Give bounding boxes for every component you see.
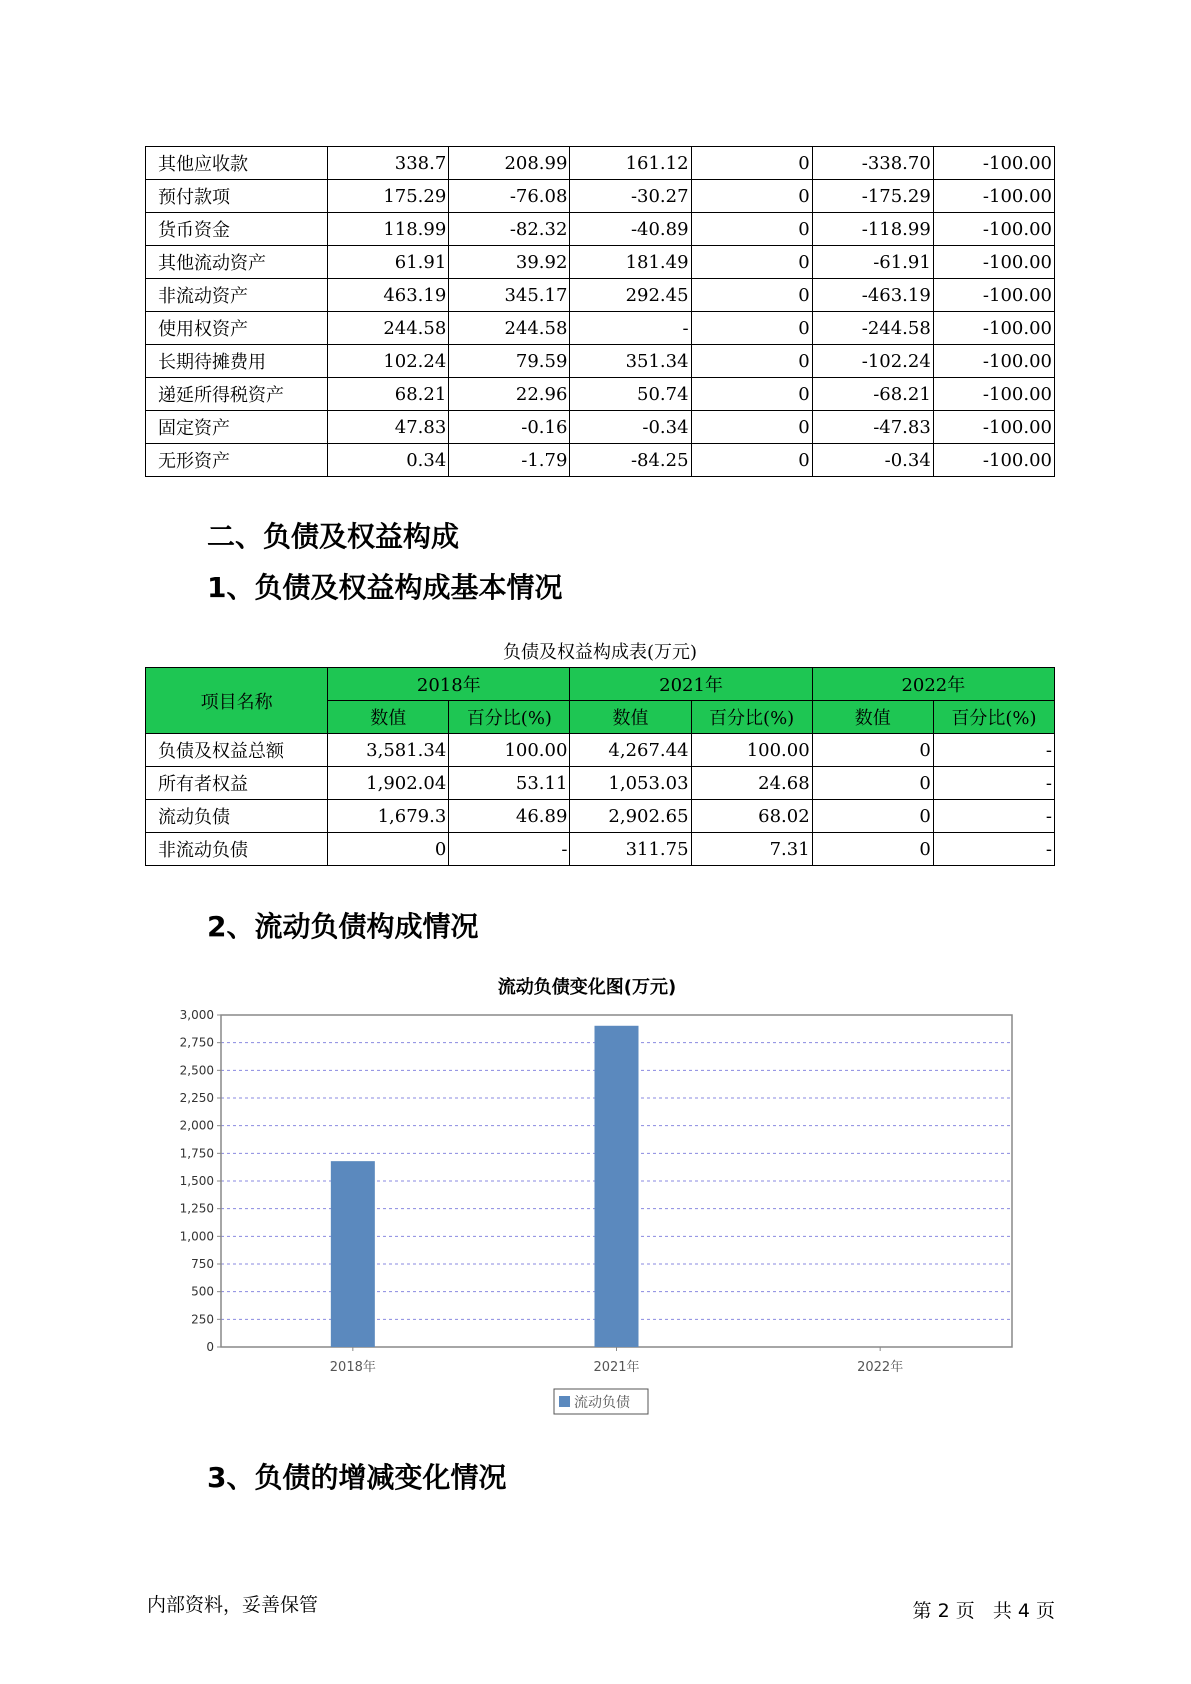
table-cell: 0 [691,312,812,345]
table-cell: -100.00 [933,444,1054,477]
table-cell: -100.00 [933,279,1054,312]
table-cell: 244.58 [449,312,570,345]
table-cell: -82.32 [449,213,570,246]
table-cell: -463.19 [812,279,933,312]
table-cell: 244.58 [328,312,449,345]
table-cell: -1.79 [449,444,570,477]
table-cell: 1,679.3 [328,800,449,833]
bar [595,1026,639,1347]
row-label: 非流动资产 [146,279,328,312]
x-tick-label: 2018年 [329,1360,376,1375]
table-cell: 0 [328,833,449,866]
table-cell: 338.7 [328,147,449,180]
table-row [146,444,1055,477]
x-tick-label: 2022年 [857,1360,904,1375]
y-tick-label: 750 [191,1257,214,1271]
table-cell: -40.89 [570,213,691,246]
table-cell: -30.27 [570,180,691,213]
section-2-3-title: 3、负债的增减变化情况 [207,1461,507,1494]
table-cell: 311.75 [570,833,691,866]
table-cell: -118.99 [812,213,933,246]
row-label: 预付款项 [146,180,328,213]
y-tick-label: 2,250 [179,1091,214,1105]
table-row [146,213,1055,246]
table-cell: 39.92 [449,246,570,279]
asset-table [145,146,1055,477]
y-tick-label: 2,000 [179,1118,214,1133]
table-cell: 68.02 [691,800,812,833]
table-cell: 102.24 [328,345,449,378]
table-cell: 161.12 [570,147,691,180]
table-cell: -100.00 [933,180,1054,213]
table-cell: 351.34 [570,345,691,378]
table-cell: 0 [691,246,812,279]
y-tick-label: 250 [191,1312,214,1327]
table-cell: 0 [691,345,812,378]
table-row [146,312,1055,345]
section-2-2-title: 2、流动负债构成情况 [207,910,479,943]
y-tick-label: 1,500 [179,1174,214,1188]
table-cell: -102.24 [812,345,933,378]
table-cell: 181.49 [570,246,691,279]
table-cell: 0 [691,411,812,444]
table-cell: -100.00 [933,312,1054,345]
bar [331,1161,375,1347]
table-cell: 4,267.44 [570,734,691,767]
current-liabilities-chart [160,965,1040,1425]
table-cell: - [570,312,691,345]
value-header: 数值 [328,701,449,734]
table-cell: 0 [691,444,812,477]
value-header: 数值 [812,701,933,734]
table-cell: 0 [691,147,812,180]
table-cell: -244.58 [812,312,933,345]
y-tick-label: 1,000 [179,1229,214,1244]
table-cell: - [933,734,1054,767]
table-cell: 208.99 [449,147,570,180]
table-cell: -100.00 [933,411,1054,444]
table-cell: 79.59 [449,345,570,378]
row-label: 递延所得税资产 [146,378,328,411]
table-cell: 47.83 [328,411,449,444]
table-row [146,378,1055,411]
liab-table-caption: 负债及权益构成表(万元) [502,642,698,663]
table-cell: 1,053.03 [570,767,691,800]
table-row [146,180,1055,213]
section-2-1-title: 1、负债及权益构成基本情况 [207,571,563,604]
table-cell: 463.19 [328,279,449,312]
table-cell: -100.00 [933,213,1054,246]
row-label: 固定资产 [146,411,328,444]
table-cell: 2,902.65 [570,800,691,833]
table-cell: 53.11 [449,767,570,800]
row-label: 其他应收款 [146,147,328,180]
table-cell: 61.91 [328,246,449,279]
year-header: 2021年 [570,668,812,701]
row-label: 流动负债 [146,800,328,833]
item-name-header: 项目名称 [146,668,328,734]
row-label: 其他流动资产 [146,246,328,279]
table-cell: 0 [812,833,933,866]
table-cell: -100.00 [933,378,1054,411]
liab-table [145,667,1055,866]
table-row [146,345,1055,378]
table-cell: -100.00 [933,345,1054,378]
row-label: 长期待摊费用 [146,345,328,378]
chart-title: 流动负债变化图(万元) [497,977,677,998]
y-tick-label: 1,250 [179,1201,214,1216]
table-cell: 68.21 [328,378,449,411]
table-row [146,767,1055,800]
table-cell: 0 [812,767,933,800]
table-cell: 118.99 [328,213,449,246]
table-cell: 0 [812,800,933,833]
table-cell: -0.34 [570,411,691,444]
table-cell: -338.70 [812,147,933,180]
table-cell: - [933,833,1054,866]
table-cell: - [933,767,1054,800]
table-row [146,147,1055,180]
table-row [146,833,1055,866]
section-2-title: 二、负债及权益构成 [207,520,460,553]
table-cell: 1,902.04 [328,767,449,800]
table-cell: 7.31 [691,833,812,866]
row-label: 非流动负债 [146,833,328,866]
value-header: 数值 [570,701,691,734]
footer-confidential: 内部资料，妥善保管 [147,1594,319,1616]
table-cell: - [933,800,1054,833]
table-row [146,246,1055,279]
table-cell: -100.00 [933,147,1054,180]
table-cell: -0.16 [449,411,570,444]
table-cell: 3,581.34 [328,734,449,767]
table-cell: 0.34 [328,444,449,477]
table-cell: 0 [691,378,812,411]
year-header: 2022年 [812,668,1054,701]
table-cell: 50.74 [570,378,691,411]
table-cell: -100.00 [933,246,1054,279]
table-row [146,279,1055,312]
y-tick-label: 2,500 [179,1063,214,1078]
row-label: 负债及权益总额 [146,734,328,767]
pct-header: 百分比(%) [933,701,1054,734]
row-label: 使用权资产 [146,312,328,345]
table-cell: 100.00 [691,734,812,767]
table-cell: 0 [691,279,812,312]
table-cell: -76.08 [449,180,570,213]
table-row [146,734,1055,767]
table-cell: -84.25 [570,444,691,477]
chart-legend [554,1389,648,1414]
legend-swatch [559,1396,570,1407]
y-tick-label: 3,000 [179,1008,214,1022]
footer-page-number: 第 2 页 共 4 页 [912,1600,1055,1622]
table-cell: 24.68 [691,767,812,800]
table-row [146,411,1055,444]
table-cell: 0 [691,213,812,246]
y-tick-label: 2,750 [179,1035,214,1050]
table-cell: 345.17 [449,279,570,312]
y-tick-label: 500 [191,1284,214,1299]
y-tick-label: 0 [206,1340,214,1354]
legend-label: 流动负债 [574,1395,630,1411]
table-cell: 0 [812,734,933,767]
table-cell: -0.34 [812,444,933,477]
table-cell: 46.89 [449,800,570,833]
table-cell: 100.00 [449,734,570,767]
table-cell: -68.21 [812,378,933,411]
table-cell: 175.29 [328,180,449,213]
y-tick-label: 1,750 [179,1146,214,1161]
table-cell: 0 [691,180,812,213]
table-cell: - [449,833,570,866]
table-cell: -175.29 [812,180,933,213]
row-label: 所有者权益 [146,767,328,800]
table-cell: 292.45 [570,279,691,312]
x-tick-label: 2021年 [593,1360,640,1375]
table-cell: 22.96 [449,378,570,411]
year-header: 2018年 [328,668,570,701]
table-row [146,800,1055,833]
pct-header: 百分比(%) [449,701,570,734]
row-label: 货币资金 [146,213,328,246]
pct-header: 百分比(%) [691,701,812,734]
table-cell: -61.91 [812,246,933,279]
row-label: 无形资产 [146,444,328,477]
table-cell: -47.83 [812,411,933,444]
